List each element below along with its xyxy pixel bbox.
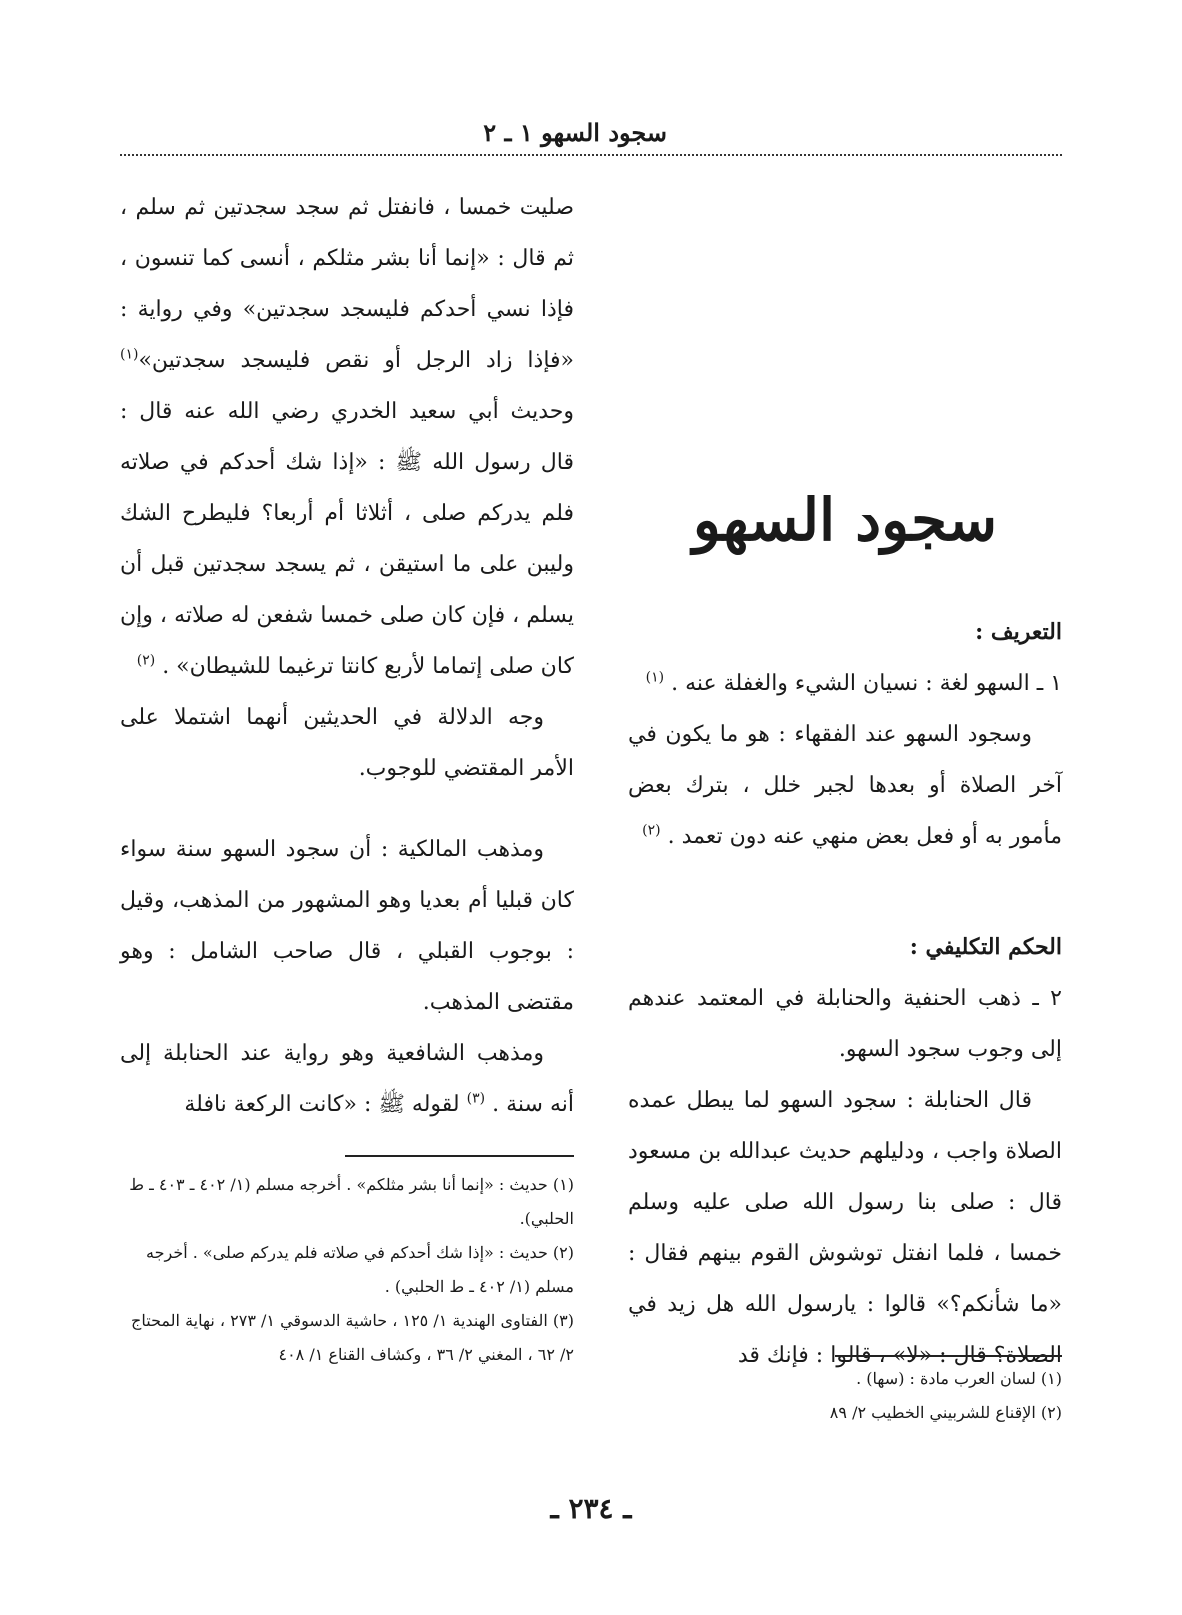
definition-paragraph-1 [628,658,1062,709]
footnotes-left [120,1168,574,1372]
footnote-ref: (٢) [642,822,661,839]
running-title: سجود السهو ١ ـ ٢ [483,118,667,147]
footnote-divider-left [345,1155,574,1157]
footnote-ref: (١) [120,346,139,363]
footnote-item: (١) حديث : «إنما أنا بشر مثلكم» . أخرجه مسلم (١/ ٤٠٢ ـ ٤٠٣ ـ ط الحلبي). [129,1175,574,1228]
ruling-paragraph-1: ٢ ـ ذهب الحنفية والحنابلة في المعتمد عندهم إلى وجوب سجود السهو. [628,986,1062,1062]
paragraph-text: صليت خمسا ، فانفتل ثم سجد سجدتين ثم سلم ، ثم قال : «إنما أنا بشر مثلكم ، أنسى كما تنسون ، فإذا نسي أحدكم فليسجد سجدتين» وفي رواية : «فإذا زاد الرجل أو نقص فليسجد سجدتين» [120,195,574,373]
footnote-divider-right [835,1355,1062,1357]
maliki-paragraph: ومذهب المالكية : أن سجود السهو سنة سواء كان قبليا أم بعديا وهو المشهور من المذهب، وقيل : بوجوب القبلي ، قال صاحب الشامل : وهو مقتضى المذهب. [120,837,574,1015]
paragraph-text: وسجود السهو عند الفقهاء : هو ما يكون في آخر الصلاة أو بعدها لجبر خلل ، بترك بعض مأمور به أو فعل بعض منهي عنه دون تعمد . [628,722,1062,849]
shafii-paragraph [120,1028,574,1130]
left-column [120,182,574,1130]
definition-heading: التعريف : [975,619,1062,645]
page-number: ـ ٢٣٤ ـ [550,1492,632,1525]
footnote-ref: (٣) [466,1090,486,1107]
evidence-paragraph: وجه الدلالة في الحديثين أنهما اشتملا على الأمر المقتضي للوجوب. [120,705,574,781]
footnote-ref: (٢) [136,652,156,669]
definition-paragraph-2 [628,709,1062,862]
paragraph-text: لقوله ﷺ : «كانت الركعة نافلة [184,1092,460,1117]
paragraph-text: ١ ـ السهو لغة : نسيان الشيء والغفلة عنه . [671,671,1062,696]
footnote-item: (٣) الفتاوى الهندية ١/ ١٢٥ ، حاشية الدسوقي ١/ ٢٧٣ ، نهاية المحتاج ٢/ ٦٢ ، المغني ٢/ ٣٦ ، وكشاف القناع ١/ ٤٠٨ [131,1311,574,1364]
footnote-ref: (١) [645,669,665,686]
footnotes-right [628,1362,1062,1430]
header-divider [120,154,1062,156]
right-column [628,607,1062,1381]
hadith-paragraph [120,182,574,692]
footnote-item: (٢) الإقناع للشربيني الخطيب ٢/ ٨٩ [829,1403,1062,1422]
footnote-item: (١) لسان العرب مادة : (سها) . [856,1369,1062,1388]
footnote-item: (٢) حديث : «إذا شك أحدكم في صلاته فلم يدركم صلى» . أخرجه مسلم (١/ ٤٠٢ ـ ط الحلبي) . [146,1243,574,1296]
paragraph-text: ومذهب الشافعية وهو رواية عند الحنابلة إلى أنه سنة . [120,1041,574,1117]
article-title: سجود السهو [692,486,998,554]
paragraph-text: وحديث أبي سعيد الخدري رضي الله عنه قال : قال رسول الله ﷺ : «إذا شك أحدكم في صلاته فلم يدركم صلى ، أثلاثا أم أربعا؟ فليطرح الشك وليبن على ما استيقن ، ثم يسجد سجدتين قبل أن يسلم ، فإن كان صلى خمسا شفعن له صلاته ، وإن كان صلى إتماما لأربع كانتا ترغيما للشيطان» . [120,399,574,679]
ruling-paragraph-2: قال الحنابلة : سجود السهو لما يبطل عمده الصلاة واجب ، ودليلهم حديث عبدالله بن مسعود قال : صلى بنا رسول الله صلى عليه وسلم خمسا ، فلما انفتل توشوش القوم بينهم فقال : «ما شأنكم؟» قالوا : يارسول الله هل زيد في الصلاة؟ قال : «لا» ، قالوا : فإنك قد [628,1088,1062,1368]
ruling-heading: الحكم التكليفي : [909,934,1062,960]
